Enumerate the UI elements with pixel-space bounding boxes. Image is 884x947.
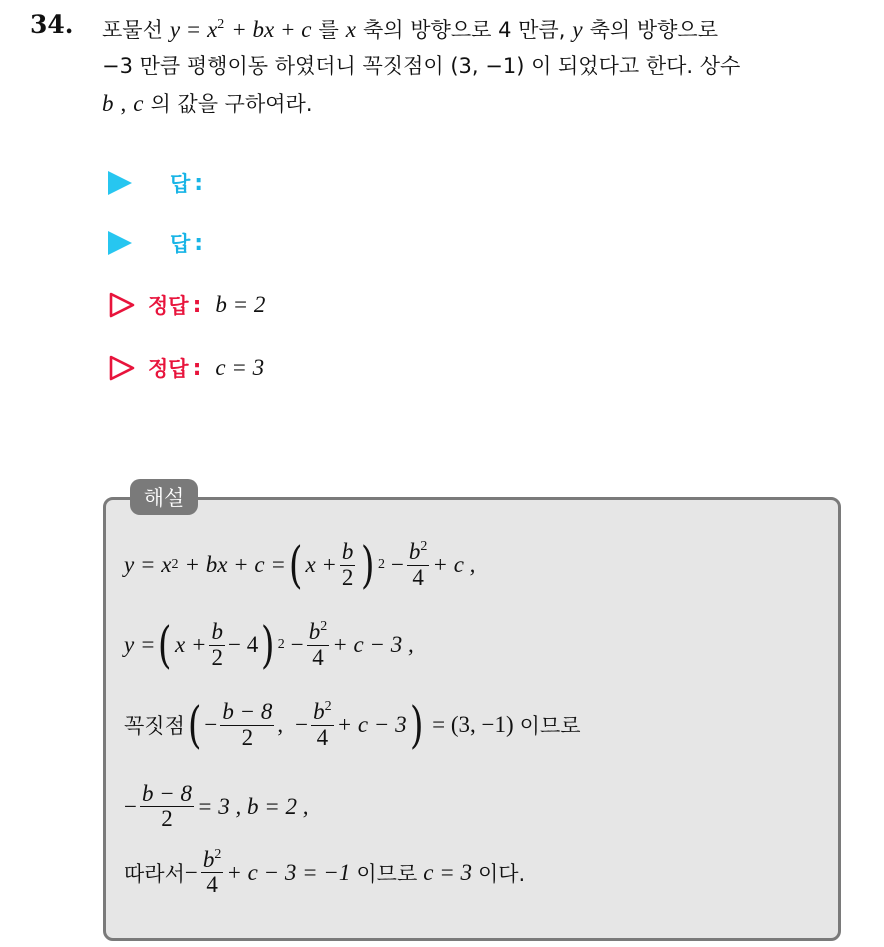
fraction: [209, 620, 225, 669]
answer-blank-2: [108, 228, 203, 258]
math-text: = (3, −1): [432, 712, 514, 737]
numerator: b: [308, 619, 321, 645]
denominator: 4: [316, 724, 329, 750]
denominator: 2: [341, 564, 354, 590]
open-paren: (: [187, 696, 202, 754]
denominator: 4: [412, 564, 424, 590]
minus-sign: −: [124, 793, 137, 819]
solution-line-5: [124, 848, 525, 897]
math-text: = 3 , b = 2 ,: [197, 793, 309, 819]
text-is: 이다.: [477, 861, 526, 886]
text-find-values: 의 값을 구하여라.: [150, 92, 313, 116]
numerator: b: [202, 847, 215, 872]
problem-statement-line-1: [102, 14, 718, 44]
exponent: 2: [320, 619, 328, 635]
correct-answer-label: 정답: [148, 357, 189, 381]
play-triangle-icon: [108, 231, 132, 255]
comma: ,: [277, 712, 284, 737]
text-vertex: 꼭짓점: [124, 714, 185, 738]
text-therefore: 따라서: [124, 861, 185, 886]
numerator: b: [341, 539, 354, 565]
numerator: b: [211, 619, 223, 645]
denominator: 2: [211, 644, 223, 670]
var-c: c: [133, 91, 144, 116]
outline-triangle-icon: [108, 355, 136, 381]
math-text: + c − 3: [336, 712, 407, 737]
denominator: 2: [241, 724, 254, 750]
correct-answer-value: c = 3: [215, 355, 265, 380]
math-text: − 4: [227, 632, 259, 657]
expression-tail: + bx + c: [231, 17, 312, 42]
equals-sign: =: [187, 17, 201, 42]
problem-number: 34.: [30, 10, 74, 39]
text-y-direction: 축의 방향으로: [589, 18, 718, 42]
minus-sign: −: [184, 859, 198, 885]
exponent: 2: [217, 17, 225, 32]
comma: ,: [120, 91, 127, 116]
var-y: y: [169, 17, 181, 42]
answer-colon: :: [194, 170, 204, 196]
problem-statement-line-2: −3 만큼 평행이동 하였더니 꼭짓점이 (3, −1) 이 되었다고 한다. 상수: [102, 54, 741, 78]
solution-line-3: [124, 696, 581, 754]
numerator: b: [408, 539, 421, 565]
exponent: 2: [171, 557, 179, 572]
play-triangle-icon: [108, 171, 132, 195]
var-x: x: [207, 17, 218, 42]
fraction: [307, 620, 330, 669]
math-text: y =: [124, 632, 156, 657]
fraction: [220, 700, 274, 749]
text-parabola: 포물선: [102, 18, 163, 42]
math-text: y = x: [124, 552, 172, 577]
minus-sign: −: [290, 632, 304, 657]
fraction: [311, 700, 334, 749]
fraction: [407, 540, 430, 589]
correct-answer-2: [108, 353, 264, 383]
correct-answer-colon: :: [192, 292, 202, 318]
answer-label: 답: [170, 172, 191, 196]
correct-answer-colon: :: [192, 355, 202, 381]
math-text: c = 3: [423, 859, 472, 885]
problem-statement-line-3: [102, 88, 313, 118]
solution-line-1: [124, 536, 476, 594]
close-paren: ): [409, 696, 424, 754]
answer-blank-1: [108, 168, 203, 198]
correct-answer-1: [108, 290, 265, 320]
var-b: b: [102, 91, 114, 116]
math-text: + c ,: [432, 552, 476, 577]
fraction: [201, 848, 224, 897]
open-paren: (: [288, 536, 303, 594]
exponent: 2: [277, 637, 285, 652]
math-text: x +: [175, 632, 207, 657]
close-paren: ): [361, 536, 376, 594]
correct-answer-label: 정답: [148, 294, 189, 318]
numerator: b: [313, 699, 325, 725]
var-y-axis: y: [572, 17, 583, 42]
correct-answer-value: b = 2: [215, 292, 266, 317]
denominator: 2: [161, 806, 173, 832]
exponent: 2: [324, 699, 332, 715]
answer-colon: :: [194, 230, 204, 256]
exponent: 2: [377, 557, 385, 572]
exponent: 2: [214, 847, 222, 862]
math-text: + c − 3 ,: [332, 632, 414, 657]
minus-sign: −: [204, 712, 218, 737]
answer-label: 답: [170, 232, 191, 256]
open-paren: (: [158, 616, 173, 674]
text-therefore: 이므로: [519, 714, 581, 738]
outline-triangle-icon: [108, 292, 136, 318]
fraction: [340, 540, 356, 589]
math-text: x +: [305, 552, 337, 577]
solution-line-2: [124, 616, 414, 674]
text-x-shift: 축의 방향으로 4 만큼,: [363, 18, 566, 42]
numerator: b − 8: [222, 699, 273, 725]
math-text: + c − 3 = −1: [226, 859, 351, 885]
solution-tab: 해설: [130, 479, 198, 515]
denominator: 4: [312, 644, 324, 670]
numerator: b − 8: [141, 781, 193, 806]
text-since: 이므로: [356, 861, 418, 886]
solution-line-4: [124, 782, 309, 831]
close-paren: ): [261, 616, 275, 674]
var-x-axis: x: [345, 17, 357, 42]
exponent: 2: [420, 539, 428, 555]
denominator: 4: [206, 872, 218, 898]
fraction: [140, 782, 194, 831]
minus-sign: −: [390, 552, 404, 577]
minus-sign: −: [295, 712, 309, 737]
math-text: + bx + c =: [184, 552, 286, 577]
text-particle: 를: [318, 18, 339, 42]
